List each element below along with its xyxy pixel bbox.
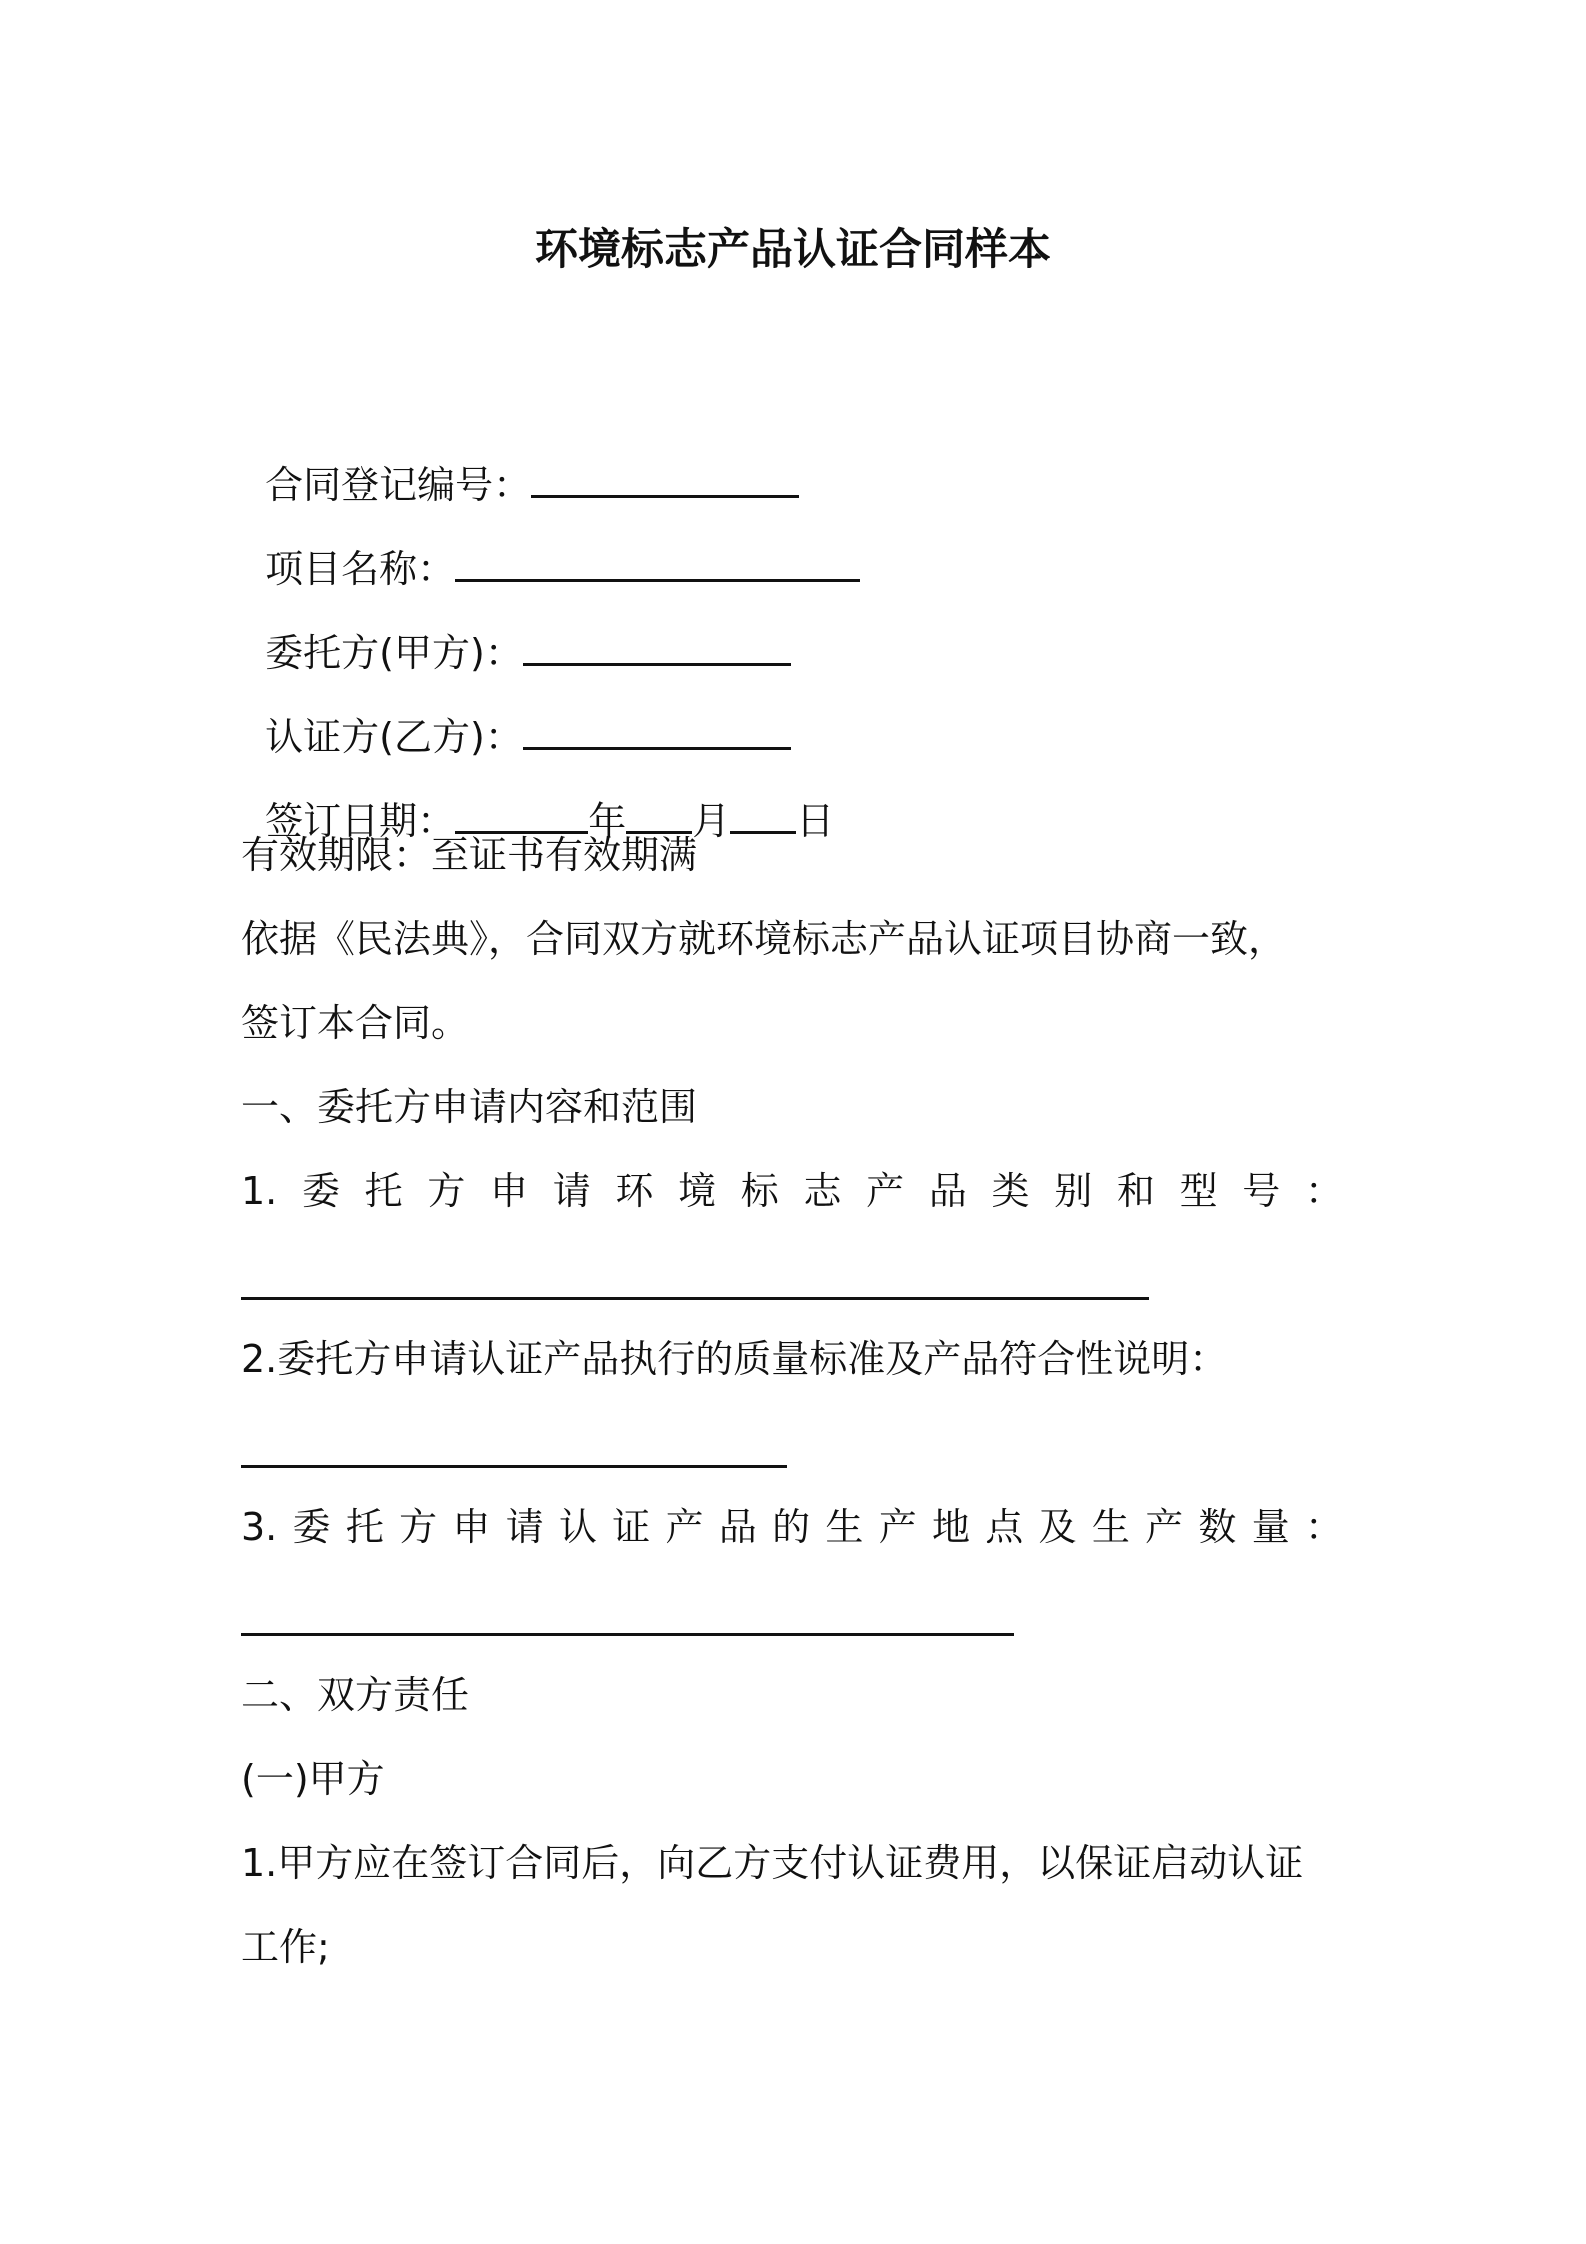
preamble-line-2: 签订本合同。: [241, 1001, 470, 1045]
contract-number-blank[interactable]: [531, 461, 799, 498]
item1-answer-blank[interactable]: [241, 1297, 1149, 1300]
field-label: 合同登记编号：: [265, 463, 532, 507]
project-name-blank[interactable]: [455, 545, 860, 582]
month-unit: 月: [692, 799, 731, 843]
validity-line: 有效期限：至证书有效期满: [241, 833, 698, 877]
field-label: 认证方(乙方)：: [265, 715, 523, 759]
field-label: 委托方(甲方)：: [265, 631, 523, 675]
section1-item-1: 1.委托方申请环境标志产品类别和型号：: [241, 1169, 1343, 1213]
month-blank[interactable]: [626, 797, 692, 834]
year-unit: 年: [588, 799, 627, 843]
field-label: 项目名称：: [265, 547, 456, 591]
page-title: 环境标志产品认证合同样本: [535, 225, 1051, 275]
client-blank[interactable]: [523, 629, 791, 666]
item3-answer-blank[interactable]: [241, 1633, 1014, 1636]
signing-date-label: 签订日期：: [265, 799, 456, 843]
section2-subheading: (一)甲方: [241, 1757, 385, 1801]
section2-item1-line-1: 1.甲方应在签订合同后，向乙方支付认证费用，以保证启动认证: [241, 1841, 1304, 1885]
section2-item1-line-2: 工作;: [241, 1925, 330, 1969]
item2-answer-blank[interactable]: [241, 1465, 787, 1468]
certifier-blank[interactable]: [523, 713, 791, 750]
section2-heading: 二、双方责任: [241, 1673, 470, 1717]
section1-item-2: 2.委托方申请认证产品执行的质量标准及产品符合性说明：: [241, 1337, 1228, 1381]
preamble-line-1: 依据《民法典》，合同双方就环境标志产品认证项目协商一致，: [241, 917, 1287, 961]
day-blank[interactable]: [730, 797, 796, 834]
day-unit: 日: [796, 799, 835, 843]
section1-item-3: 3.委托方申请认证产品的生产地点及生产数量：: [241, 1505, 1343, 1549]
year-blank[interactable]: [455, 797, 588, 834]
section1-heading: 一、委托方申请内容和范围: [241, 1085, 698, 1129]
